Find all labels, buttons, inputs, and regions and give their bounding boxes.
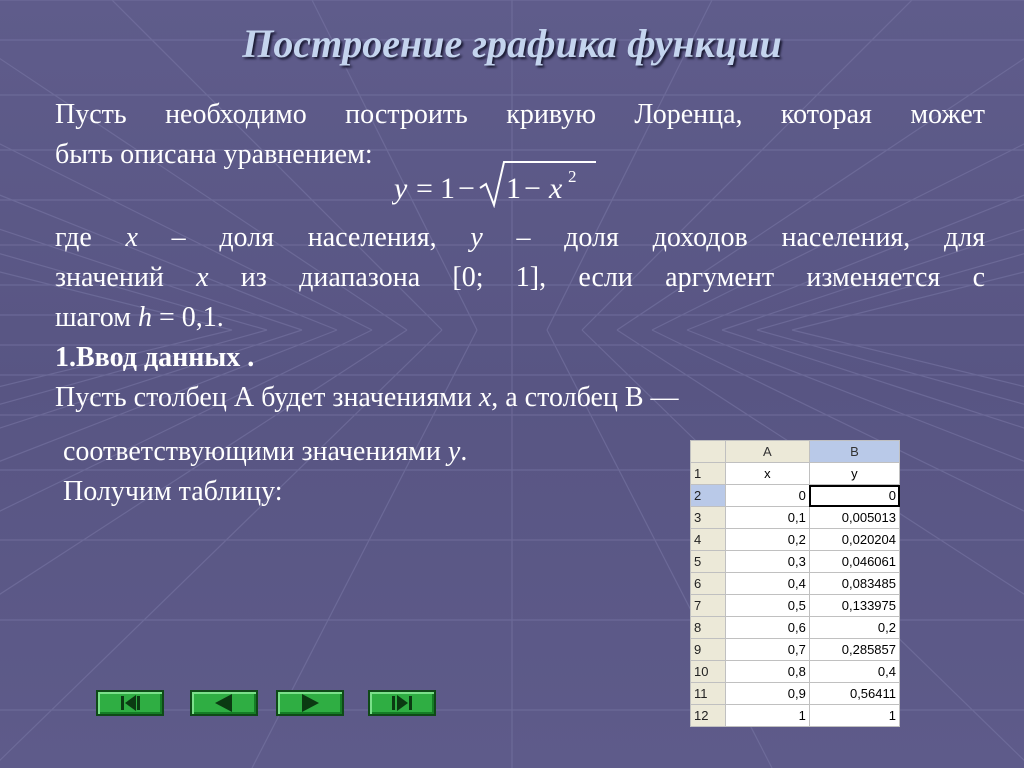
select-all-corner[interactable] xyxy=(691,441,726,463)
table-intro xyxy=(63,432,663,512)
cell[interactable]: 0,4 xyxy=(809,661,899,683)
cell[interactable]: 0,285857 xyxy=(809,639,899,661)
previous-slide-icon xyxy=(192,692,256,714)
definition-line-2 xyxy=(55,258,985,298)
table-row xyxy=(691,485,900,507)
cell[interactable]: 1 xyxy=(809,705,899,727)
text-part: соответствующими значениями xyxy=(63,436,441,467)
section-heading: 1.Ввод данных . xyxy=(55,342,255,373)
var-x: x xyxy=(478,382,492,413)
cell[interactable]: 0 xyxy=(725,485,809,507)
row-header[interactable]: 8 xyxy=(691,617,726,639)
word: населения, xyxy=(307,222,437,253)
row-header[interactable]: 1 xyxy=(691,463,726,485)
last-slide-button[interactable] xyxy=(368,690,436,716)
table-row xyxy=(691,463,900,485)
row-header[interactable]: 4 xyxy=(691,529,726,551)
table-row xyxy=(691,617,900,639)
first-slide-button[interactable] xyxy=(96,690,164,716)
word: 1], xyxy=(515,262,547,293)
table-row xyxy=(691,507,900,529)
cell[interactable]: 0,3 xyxy=(725,551,809,573)
intro-paragraph xyxy=(55,95,985,135)
first-slide-icon xyxy=(98,692,162,714)
word: [0; xyxy=(452,262,484,293)
var-x: x xyxy=(196,262,209,293)
column-b-line xyxy=(63,432,663,472)
word: с xyxy=(972,262,986,293)
next-slide-icon xyxy=(278,692,342,714)
var-h: h xyxy=(137,302,152,333)
word: диапазона xyxy=(299,262,421,293)
row-header[interactable]: 6 xyxy=(691,573,726,595)
table-row xyxy=(691,573,900,595)
equation-exponent: 2 xyxy=(568,167,577,186)
equation-y: y xyxy=(394,172,408,205)
table-row xyxy=(691,529,900,551)
intro-line-1: Пусть необходимо построить кривую Лоренца, которая может xyxy=(55,99,985,130)
cell[interactable]: 0,5 xyxy=(725,595,809,617)
cell[interactable]: 0,2 xyxy=(809,617,899,639)
table-row xyxy=(691,661,900,683)
row-header[interactable]: 10 xyxy=(691,661,726,683)
cell[interactable]: 0,56411 xyxy=(809,683,899,705)
var-y: y xyxy=(447,436,461,467)
definition-line-1 xyxy=(55,218,985,258)
definition-line-3 xyxy=(55,298,985,338)
equals-sign: = xyxy=(158,302,175,333)
step-value: 0,1. xyxy=(181,302,224,333)
text-part: Пусть столбец А будет значениями xyxy=(55,382,472,413)
word: изменяется xyxy=(806,262,941,293)
next-slide-button[interactable] xyxy=(276,690,344,716)
word: аргумент xyxy=(665,262,775,293)
cell[interactable]: x xyxy=(725,463,809,485)
cell[interactable]: 0,8 xyxy=(725,661,809,683)
cell[interactable]: y xyxy=(809,463,899,485)
word: доля xyxy=(564,222,619,253)
row-header[interactable]: 7 xyxy=(691,595,726,617)
equation-inner-minus: − xyxy=(524,172,541,205)
equation-inner-one: 1 xyxy=(506,172,521,205)
word: шагом xyxy=(55,302,131,333)
definition-paragraph xyxy=(55,218,985,418)
table-row xyxy=(691,639,900,661)
active-cell[interactable]: 0 xyxy=(809,485,899,507)
cell[interactable]: 0,046061 xyxy=(809,551,899,573)
row-header[interactable]: 2 xyxy=(691,485,726,507)
dash: – xyxy=(516,222,531,253)
dash: – xyxy=(171,222,186,253)
cell[interactable]: 0,6 xyxy=(725,617,809,639)
word: где xyxy=(55,222,92,253)
cell[interactable]: 0,005013 xyxy=(809,507,899,529)
cell[interactable]: 0,4 xyxy=(725,573,809,595)
previous-slide-button[interactable] xyxy=(190,690,258,716)
var-y: y xyxy=(470,222,483,253)
word: если xyxy=(578,262,633,293)
get-table-line: Получим таблицу: xyxy=(63,476,283,507)
table-row xyxy=(691,705,900,727)
lorenz-equation xyxy=(392,160,602,208)
table-row xyxy=(691,551,900,573)
table-row xyxy=(691,683,900,705)
equation-minus: − xyxy=(458,172,475,205)
column-a-line xyxy=(55,378,985,418)
equation-one: 1 xyxy=(440,172,455,205)
last-slide-icon xyxy=(370,692,434,714)
cell[interactable]: 0,2 xyxy=(725,529,809,551)
cell[interactable]: 0,1 xyxy=(725,507,809,529)
cell[interactable]: 0,020204 xyxy=(809,529,899,551)
word: доля xyxy=(219,222,275,253)
word: для xyxy=(944,222,986,253)
text-part: . xyxy=(460,436,468,467)
var-x: x xyxy=(125,222,138,253)
equation-x: x xyxy=(549,172,563,205)
word: населения, xyxy=(781,222,911,253)
word: из xyxy=(240,262,267,293)
cell[interactable]: 0,133975 xyxy=(809,595,899,617)
row-header[interactable]: 11 xyxy=(691,683,726,705)
word: доходов xyxy=(652,222,748,253)
equation-equals: = xyxy=(416,172,433,205)
row-header[interactable]: 3 xyxy=(691,507,726,529)
column-header-a[interactable]: A xyxy=(725,441,809,463)
row-header[interactable]: 12 xyxy=(691,705,726,727)
cell[interactable]: 0,7 xyxy=(725,639,809,661)
spreadsheet-table[interactable] xyxy=(690,440,900,727)
slide-title: Построение графика функции xyxy=(242,21,782,66)
table-row xyxy=(691,595,900,617)
cell[interactable]: 0,083485 xyxy=(809,573,899,595)
column-header-row xyxy=(691,441,900,463)
column-header-b[interactable]: B xyxy=(809,441,899,463)
intro-line-2: быть описана уравнением: xyxy=(55,139,373,170)
row-header[interactable]: 9 xyxy=(691,639,726,661)
row-header[interactable]: 5 xyxy=(691,551,726,573)
cell[interactable]: 0,9 xyxy=(725,683,809,705)
cell[interactable]: 1 xyxy=(725,705,809,727)
text-part: , а столбец В — xyxy=(491,382,679,413)
word: значений xyxy=(55,262,164,293)
